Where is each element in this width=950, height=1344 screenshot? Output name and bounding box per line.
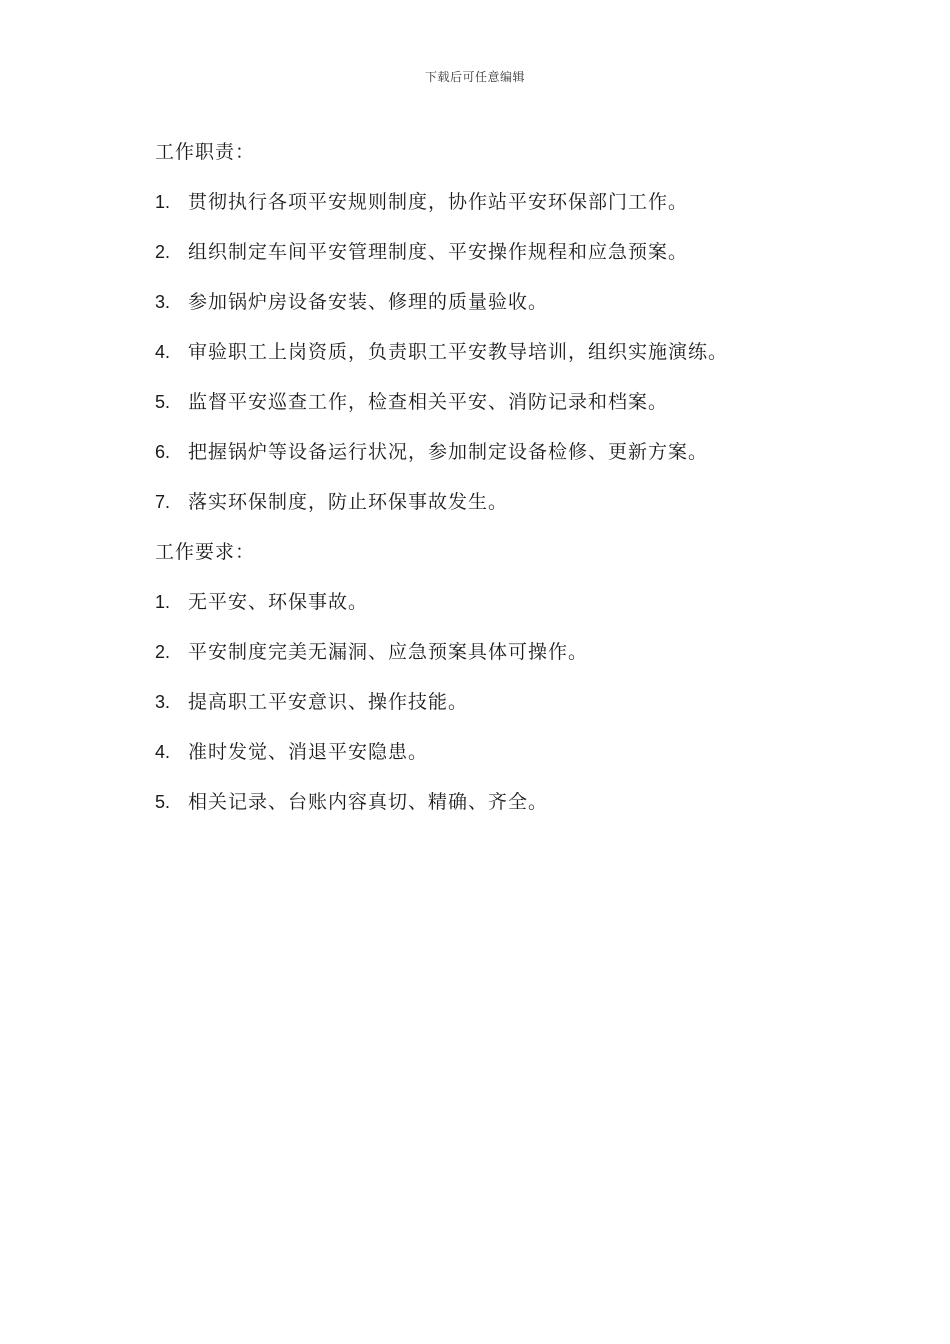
list-text: 落实环保制度，防止环保事故发生。 [188, 491, 509, 513]
list-item [155, 684, 835, 734]
list-number: 6. [155, 442, 171, 462]
section-title-requirements: 工作要求： [155, 541, 256, 563]
list-number: 1. [155, 592, 171, 612]
list-item [155, 734, 835, 784]
requirements-list [155, 584, 835, 834]
list-text: 组织制定车间平安管理制度、平安操作规程和应急预案。 [188, 241, 689, 263]
list-text: 准时发觉、消退平安隐患。 [188, 741, 429, 763]
list-item [155, 184, 835, 234]
section-title-duties: 工作职责： [155, 141, 256, 163]
list-item [155, 284, 835, 334]
list-text: 把握锅炉等设备运行状况，参加制定设备检修、更新方案。 [188, 441, 709, 463]
list-item [155, 784, 835, 834]
list-item [155, 434, 835, 484]
list-text: 相关记录、台账内容真切、精确、齐全。 [188, 791, 549, 813]
list-number: 3. [155, 692, 171, 712]
list-number: 3. [155, 292, 171, 312]
list-item [155, 234, 835, 284]
list-number: 7. [155, 492, 171, 512]
list-text: 参加锅炉房设备安装、修理的质量验收。 [188, 291, 549, 313]
list-text: 审验职工上岗资质，负责职工平安教导培训，组织实施演练。 [188, 341, 729, 363]
list-number: 4. [155, 742, 171, 762]
duties-list [155, 184, 835, 534]
list-text: 提高职工平安意识、操作技能。 [188, 691, 469, 713]
list-text: 无平安、环保事故。 [188, 591, 369, 613]
list-number: 2. [155, 242, 171, 262]
header-note: 下载后可任意编辑 [424, 70, 525, 84]
list-text: 平安制度完美无漏洞、应急预案具体可操作。 [188, 641, 589, 663]
list-item [155, 634, 835, 684]
list-number: 2. [155, 642, 171, 662]
document-body [155, 134, 835, 834]
list-number: 4. [155, 342, 171, 362]
list-number: 5. [155, 792, 171, 812]
list-text: 贯彻执行各项平安规则制度，协作站平安环保部门工作。 [188, 191, 689, 213]
list-number: 5. [155, 392, 171, 412]
list-item [155, 484, 835, 534]
list-text: 监督平安巡查工作，检查相关平安、消防记录和档案。 [188, 391, 669, 413]
list-item [155, 384, 835, 434]
list-item [155, 584, 835, 634]
list-item [155, 334, 835, 384]
list-number: 1. [155, 192, 171, 212]
